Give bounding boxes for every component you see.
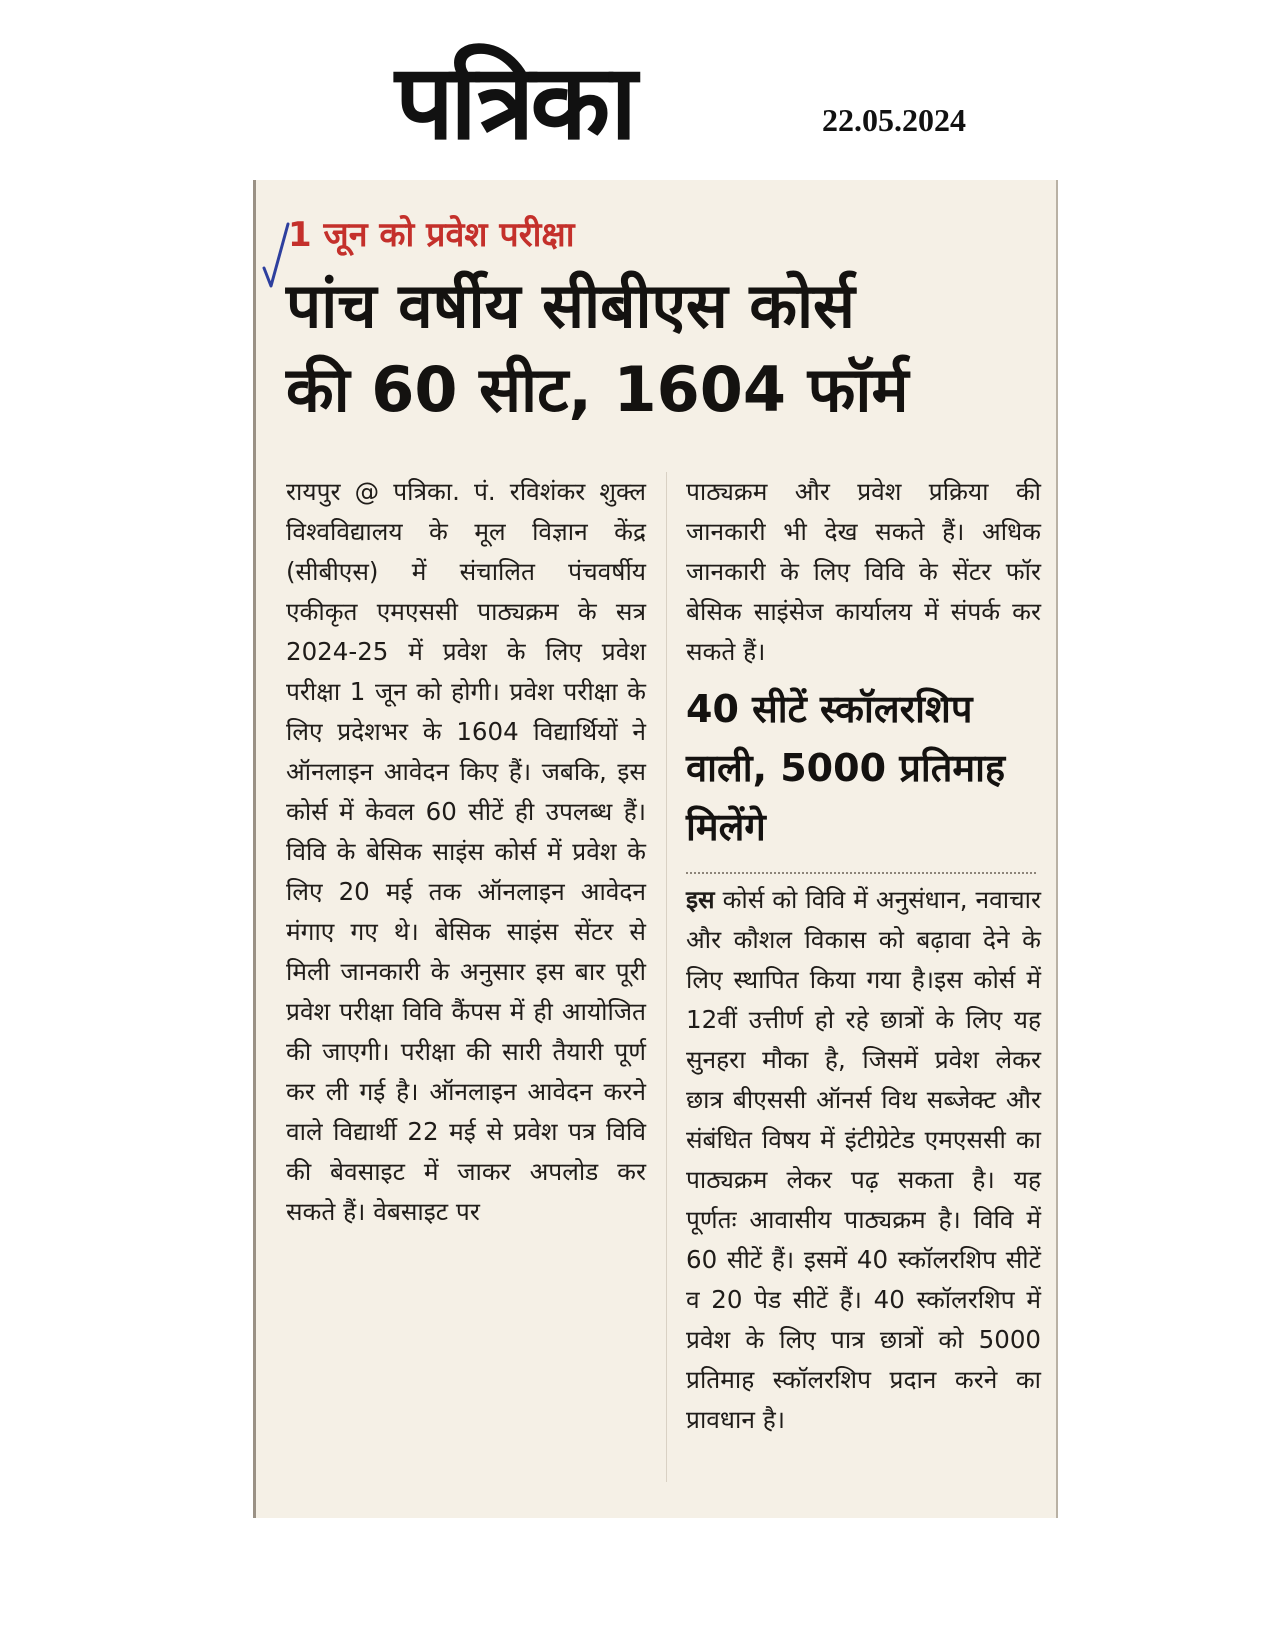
news-clipping xyxy=(253,180,1058,1518)
article-body-right-column-top: पाठ्यक्रम और प्रवेश प्रक्रिया की जानकारी भी देख सकते हैं। अधिक जानकारी के लिए विवि के सेंटर फॉर बेसिक साइंसेज कार्यालय में संपर्क कर सकते हैं। xyxy=(686,477,1041,666)
article-body-right-column-bottom xyxy=(686,880,1041,1440)
article-subheading: 40 सीटें स्कॉलरशिप वाली, 5000 प्रतिमाह मिलेंगे xyxy=(686,687,1006,849)
publication-date: 22.05.2024 xyxy=(822,102,966,138)
article-kicker: 1 जून को प्रवेश परीक्षा xyxy=(288,215,575,255)
paragraph-lead-word: इस xyxy=(686,885,715,914)
headline-line-1: पांच वर्षीय सीबीएस कोर्स xyxy=(286,269,855,342)
dotted-divider xyxy=(686,872,1036,874)
paragraph-text: कोर्स को विवि में अनुसंधान, नवाचार और कौशल विकास को बढ़ावा देने के लिए स्थापित किया गया है।इस कोर्स में 12वीं उत्तीर्ण हो रहे छात्रों के लिए यह सुनहरा मौका है, जिसमें प्रवेश लेकर छात्र बीएससी ऑनर्स विथ सब्जेक्ट और संबंधित विषय में इंटीग्रेटेड एमएससी का पाठ्यक्रम लेकर पढ़ सकता है। यह पूर्णतः आवासीय पाठ्यक्रम है। विवि में 60 सीटें हैं। इसमें 40 स्कॉलरशिप सीटें व 20 पेड सीटें हैं। 40 स्कॉलरशिप में प्रवेश के लिए पात्र छात्रों को 5000 प्रतिमाह स्कॉलरशिप प्रदान करने का प्रावधान है। xyxy=(686,885,1041,1434)
newspaper-masthead: पत्रिका xyxy=(395,41,634,163)
article-body-left-column: रायपुर @ पत्रिका. पं. रविशंकर शुक्ल विश्वविद्यालय के मूल विज्ञान केंद्र (सीबीएस) में संचालित पंचवर्षीय एकीकृत एमएससी पाठ्यक्रम के सत्र 2024-25 में प्रवेश के लिए प्रवेश परीक्षा 1 जून को होगी। प्रवेश परीक्षा के लिए प्रदेशभर के 1604 विद्यार्थियों ने ऑनलाइन आवेदन किए हैं। जबकि, इस कोर्स में केवल 60 सीटें ही उपलब्ध हैं। विवि के बेसिक साइंस कोर्स में प्रवेश के लिए 20 मई तक ऑनलाइन आवेदन मंगाए गए थे। बेसिक साइंस सेंटर से मिली जानकारी के अनुसार इस बार पूरी प्रवेश परीक्षा विवि कैंपस में ही आयोजित की जाएगी। परीक्षा की सारी तैयारी पूर्ण कर ली गई है। ऑनलाइन आवेदन करने वाले विद्यार्थी 22 मई से प्रवेश पत्र विवि की बेवसाइट में जाकर अपलोड कर सकते हैं। वेबसाइट पर xyxy=(286,477,646,1226)
article-headline xyxy=(286,264,1036,432)
headline-line-2: की 60 सीट, 1604 फॉर्म xyxy=(286,353,909,426)
column-divider xyxy=(666,472,667,1482)
